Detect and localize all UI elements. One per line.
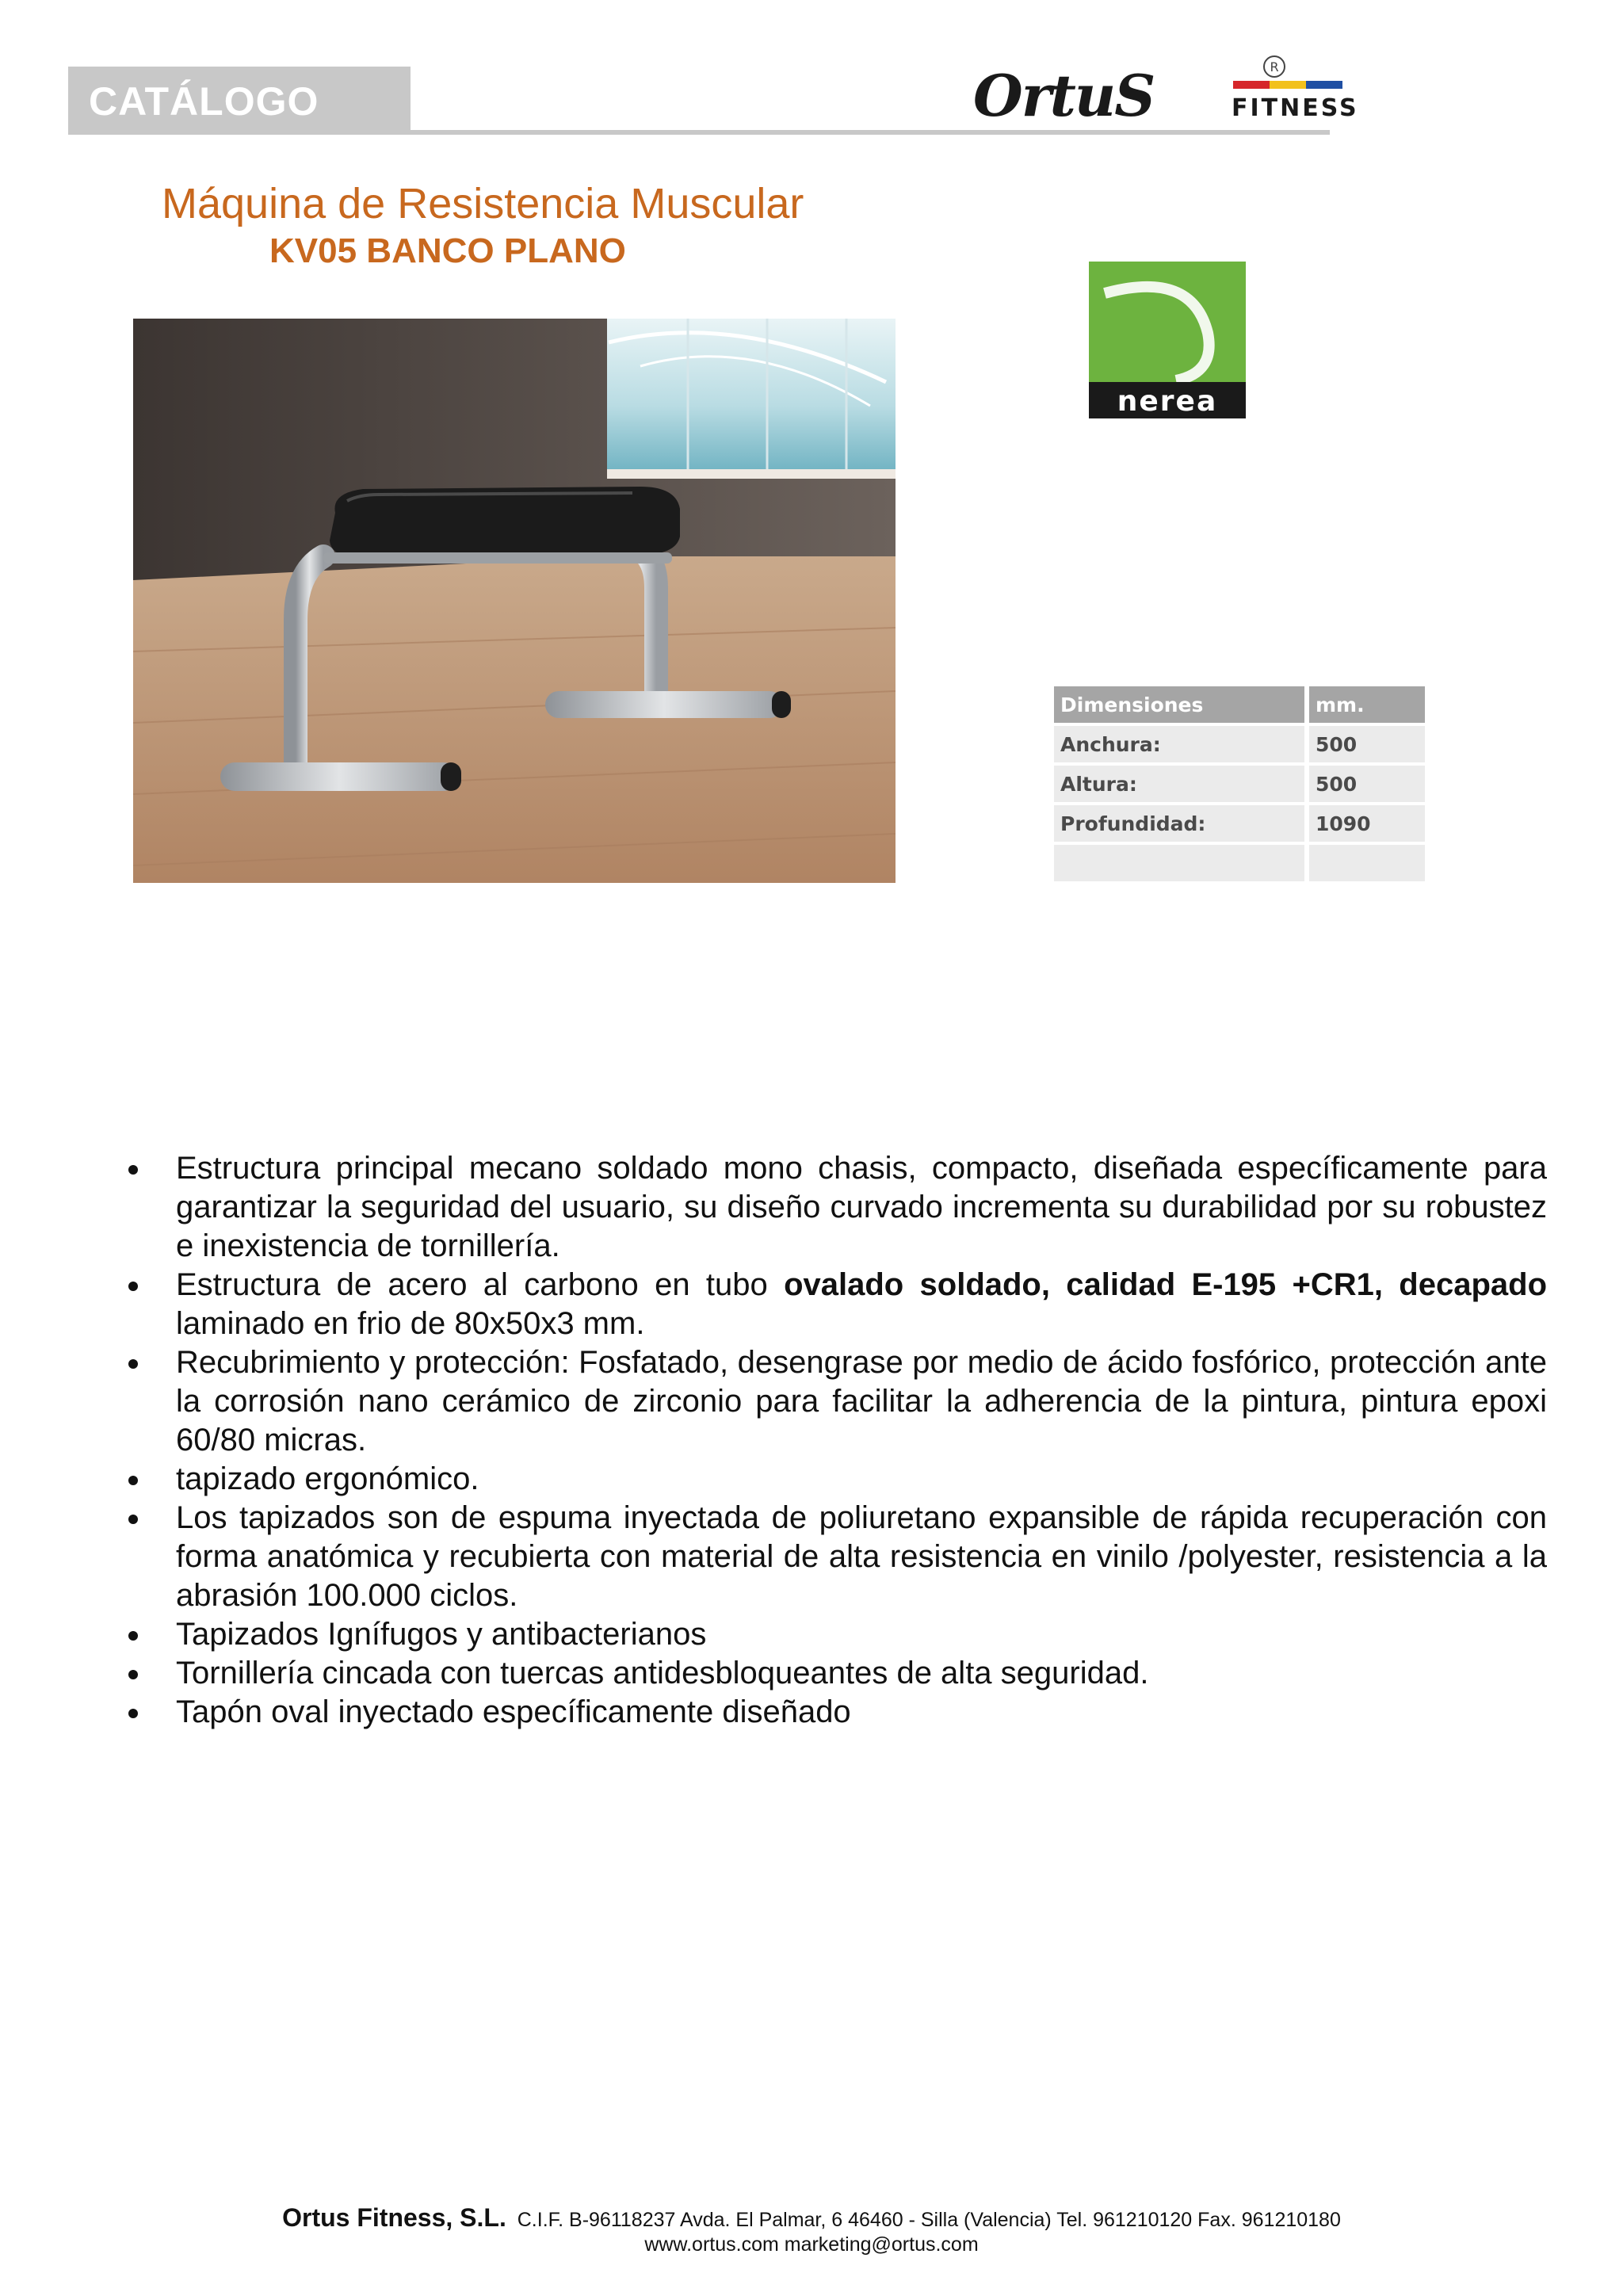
footer-company-line	[0, 2203, 1623, 2233]
bullet-icon	[128, 1515, 138, 1524]
product-photo	[133, 319, 896, 883]
feature-item: Estructura de acero al carbono en tubo ovalado soldado, calidad E-195 +CR1, decapado laminado en frio de 80x50x3 mm.	[127, 1266, 1547, 1343]
dimension-value	[1309, 845, 1425, 881]
feature-item: tapizado ergonómico.	[127, 1460, 1547, 1499]
ortus-fitness-logo	[972, 52, 1384, 132]
dimension-value: 500	[1309, 726, 1425, 762]
feature-item: Tapizados Ignífugos y antibacterianos	[127, 1615, 1547, 1654]
dimension-value: 500	[1309, 766, 1425, 802]
feature-item: Tornillería cincada con tuercas antidesbloqueantes de alta seguridad.	[127, 1654, 1547, 1693]
svg-text:R: R	[1270, 59, 1279, 74]
dimension-label: Altura:	[1054, 766, 1309, 802]
bullet-icon	[128, 1670, 138, 1679]
nerea-logo-text: nerea	[1117, 385, 1218, 418]
footer-contact: www.ortus.com marketing@ortus.com	[644, 2233, 979, 2256]
dimensions-row-height	[1054, 766, 1425, 802]
feature-item: Los tapizados son de espuma inyectada de poliuretano expansible de rápida recuperación con forma anatómica y recubierta con material de alta resistencia en vinilo /polyester, resistencia a la abrasión 100.000 ciclos.	[127, 1499, 1547, 1615]
catalog-header-label: CATÁLOGO	[68, 67, 411, 133]
product-category-title: Máquina de Resistencia Muscular	[162, 180, 804, 227]
dimensions-header-row	[1054, 686, 1425, 723]
dimensions-row-depth	[1054, 805, 1425, 842]
bullet-icon	[128, 1709, 138, 1718]
features-list	[127, 1149, 1547, 1732]
feature-item: Recubrimiento y protección: Fosfatado, desengrase por medio de ácido fosfórico, protección ante la corrosión nano cerámico de zirconio para facilitar la adherencia de la pintura, pintura epoxi 60/80 micras.	[127, 1343, 1547, 1460]
bullet-icon	[128, 1282, 138, 1291]
dimensions-table	[1054, 683, 1425, 884]
dimension-label	[1054, 845, 1309, 881]
footer-details: C.I.F. B-96118237 Avda. El Palmar, 6 46460 - Silla (Valencia) Tel. 961210120 Fax. 961210180	[517, 2209, 1341, 2231]
bullet-icon	[128, 1631, 138, 1641]
nerea-logo	[1089, 262, 1246, 418]
footer-company-name: Ortus Fitness, S.L.	[282, 2203, 506, 2232]
dimensions-row-empty	[1054, 845, 1425, 881]
svg-text:FITNESS: FITNESS	[1232, 94, 1359, 122]
bullet-icon	[128, 1476, 138, 1485]
svg-text:OrtuS: OrtuS	[973, 62, 1155, 129]
dimensions-row-width	[1054, 726, 1425, 762]
bullet-icon	[128, 1359, 138, 1369]
dimensions-header-unit: mm.	[1309, 686, 1425, 723]
dimension-value: 1090	[1309, 805, 1425, 842]
product-name-title: KV05 BANCO PLANO	[269, 231, 626, 270]
feature-item: Tapón oval inyectado específicamente diseñado	[127, 1693, 1547, 1732]
dimension-label: Profundidad:	[1054, 805, 1309, 842]
dimension-label: Anchura:	[1054, 726, 1309, 762]
bullet-icon	[128, 1165, 138, 1175]
feature-item: Estructura principal mecano soldado mono chasis, compacto, diseñada específicamente para garantizar la seguridad del usuario, su diseño curvado incrementa su durabilidad por su robustez e inexistencia de tornillería.	[127, 1149, 1547, 1266]
dimensions-header-label: Dimensiones	[1054, 686, 1309, 723]
